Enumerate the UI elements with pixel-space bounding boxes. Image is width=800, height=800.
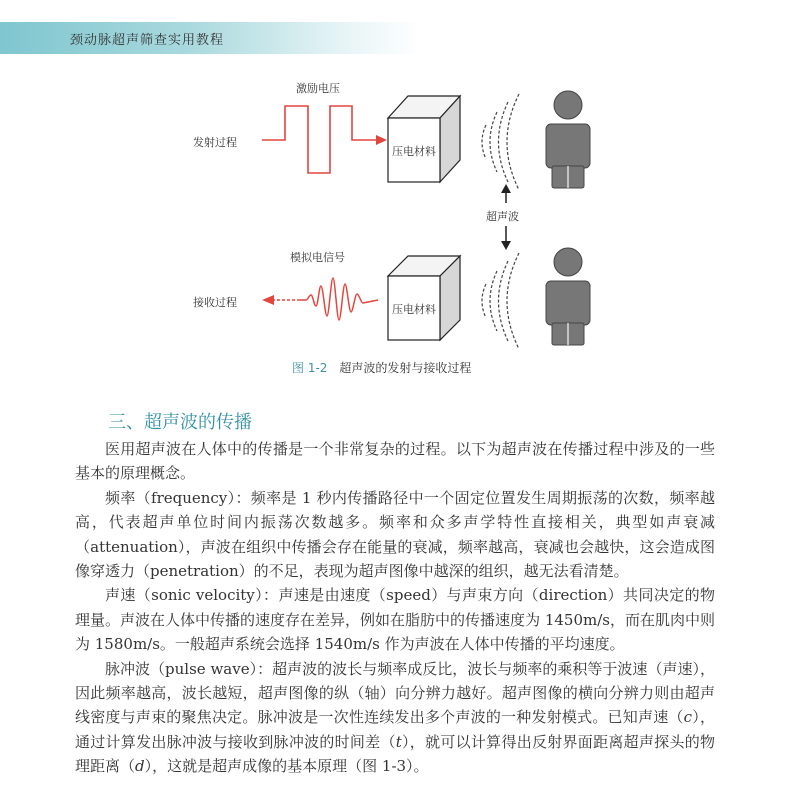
down-arrow-head <box>501 241 511 250</box>
var-d: d <box>135 757 145 776</box>
label-piezo-bottom: 压电材料 <box>392 303 436 316</box>
receive-arrow-head <box>262 295 274 305</box>
label-emit-process: 发射过程 <box>193 136 237 149</box>
label-ultrasound-wave: 超声波 <box>486 210 519 223</box>
label-piezo-top: 压电材料 <box>392 145 436 158</box>
emitted-wave-arcs <box>482 94 519 190</box>
caption-text: 超声波的发射与接收过程 <box>339 361 472 375</box>
pulse-text-b: ），通过计算发出脉冲波与接收到脉冲波的时间差（ <box>75 708 715 751</box>
excitation-pulse-line <box>262 106 378 173</box>
caption-number: 图 1-2 <box>292 361 328 375</box>
piezo-cube-bottom <box>388 256 460 340</box>
var-t: t <box>395 732 402 751</box>
pulse-text-end: ），这就是超声成像的基本原理（图 1-3）。 <box>144 757 429 776</box>
analog-wave-packet <box>300 278 378 320</box>
paragraph-pulse-wave <box>75 657 715 779</box>
pulse-text-a: 脉冲波（pulse wave）：超声波的波长与频率成反比，波长与频率的乘积等于波速（声速），因此频率越高，波长越短，超声图像的纵（轴）向分辨力越好。超声图像的横向分辨力则由超声线密度与声束的聚焦决定。脉冲波是一次性连续发出多个声波的一种发射模式。已知声速（ <box>75 659 715 727</box>
paragraph-intro: 医用超声波在人体中的传播是一个非常复杂的过程。以下为超声波在传播过程中涉及的一些基本的原理概念。 <box>75 440 715 483</box>
figure-caption <box>292 359 471 376</box>
section-heading: 三、超声波的传播 <box>108 412 252 433</box>
label-receive-process: 接收过程 <box>193 296 237 309</box>
pulse-text-c: ），就可以计算得出反射界面距离超声探头的物理距离（ <box>75 732 715 776</box>
pulse-arrow-head <box>376 135 387 145</box>
piezo-cube-top <box>388 96 460 182</box>
paragraph-sonic-velocity: 声速（sonic velocity）：声速是由速度（speed）与声束方向（direction）共同决定的物理量。声波在人体中传播的速度存在差异，例如在脂肪中的传播速度为 1450m/s，而在肌肉中则为 1580m/s。一般超声系统会选择 1540m/s 作为声波在人体中传播的平均速度。 <box>75 586 715 654</box>
body-text <box>75 437 715 779</box>
var-c: c <box>683 708 693 727</box>
label-analog-signal: 模拟电信号 <box>290 251 345 264</box>
received-wave-arcs <box>482 253 519 349</box>
label-excitation-voltage: 激励电压 <box>296 82 340 95</box>
running-header-title: 颈动脉超声筛查实用教程 <box>70 33 225 48</box>
paragraph-frequency: 频率（frequency）：频率是 1 秒内传播路径中一个固定位置发生周期振荡的次数，频率越高，代表超声单位时间内振荡次数越多。频率和众多声学特性直接相关，典型如声衰减（attenuation），声波在组织中传播会存在能量的衰减，频率越高，衰减也会越快，这会造成图像穿透力（penetration）的不足，表现为超声图像中越深的组织，越无法看清楚。 <box>75 488 715 581</box>
up-arrow-head <box>501 184 511 193</box>
